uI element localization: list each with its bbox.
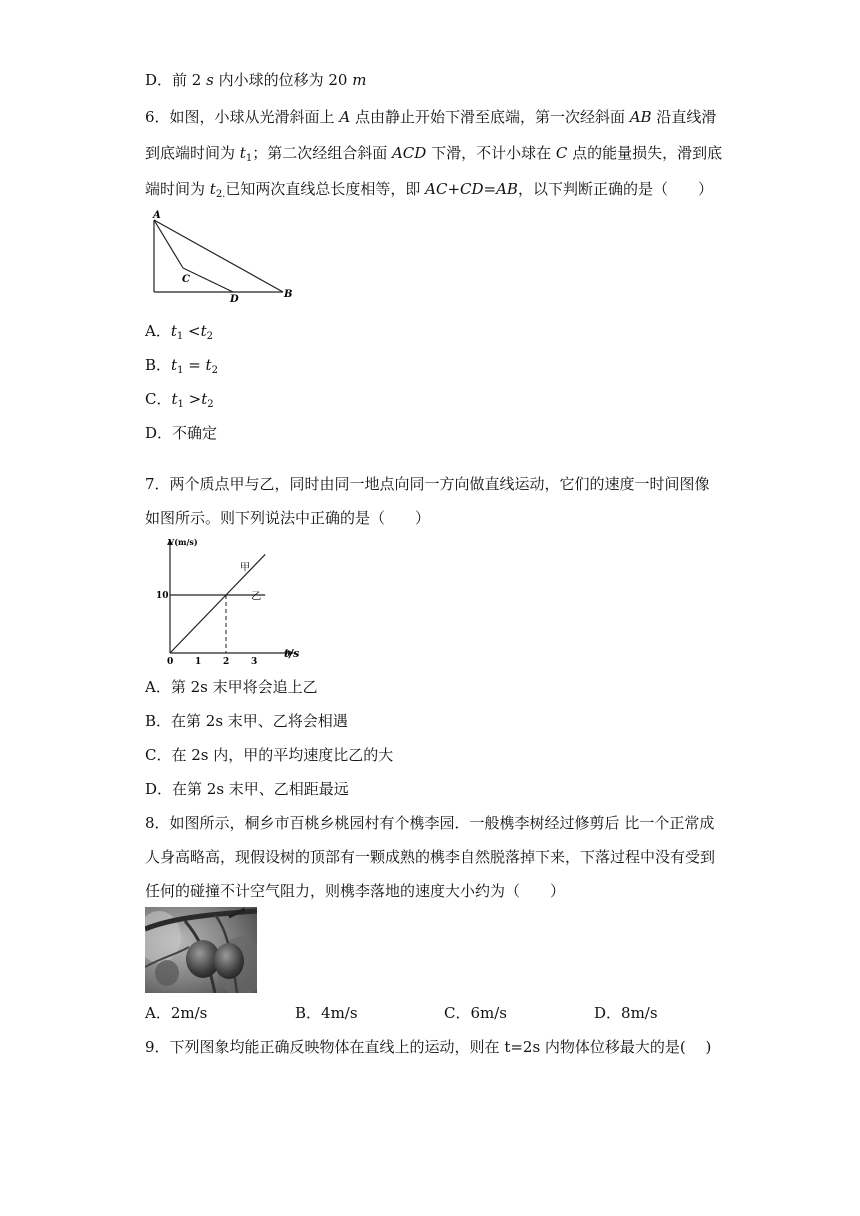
label-c: C <box>182 274 190 285</box>
q6-option-d: D．不确定 <box>145 424 218 442</box>
q8-line-3: 任何的碰撞不计空气阻力，则槜李落地的速度大小约为（ ） <box>145 882 566 900</box>
q6-option-b: B．$t_1 = t_2$ <box>145 356 218 376</box>
q7-option-b: B．在第 2s 末甲、乙将会相遇 <box>145 712 348 730</box>
q6-option-c: C．$t_1 >t_2$ <box>145 390 214 410</box>
q8-option-b: B．4m/s <box>295 1004 358 1022</box>
q8-option-a: A．2m/s <box>145 1004 208 1022</box>
q7-option-a: A．第 2s 末甲将会追上乙 <box>145 678 318 696</box>
q9-line-1: 9．下列图象均能正确反映物体在直线上的运动，则在 t=2s 内物体位移最大的是( ) <box>145 1038 712 1056</box>
q6-incline-figure <box>145 210 300 305</box>
q8-option-d: D．8m/s <box>594 1004 658 1022</box>
q8-option-c: C．6m/s <box>444 1004 507 1022</box>
y-tick-10: 10 <box>156 591 169 601</box>
x-axis-label: t/s <box>284 647 300 660</box>
x-tick-3: 3 <box>251 657 258 665</box>
q8-line-2: 人身高略高，现假设树的顶部有一颗成熟的槜李自然脱落掉下来，下落过程中没有受到 <box>145 848 716 866</box>
incline-cd <box>183 268 233 292</box>
q6-line-3: 端时间为 $t_{2.}$已知两次直线总长度相等，即 AC+CD=AB，以下判断正确的是（ ） <box>145 180 713 200</box>
series-jia-label: 甲 <box>240 562 250 574</box>
q6-line-1: 6．如图，小球从光滑斜面上 A 点由静止开始下滑至底端，第一次经斜面 AB 沿直线滑 <box>145 108 717 126</box>
q6-option-a: A．$t_1 <t_2$ <box>145 322 213 342</box>
q7-line-1: 7．两个质点甲与乙，同时由同一地点向同一方向做直线运动，它们的速度一时间图像 <box>145 475 710 493</box>
label-a: A <box>153 210 161 221</box>
label-b: B <box>284 289 293 300</box>
q7-vt-chart <box>152 535 312 665</box>
q5-option-d: D．前 2 s 内小球的位移为 20 m <box>145 71 367 89</box>
q7-option-d: D．在第 2s 末甲、乙相距最远 <box>145 780 349 798</box>
x-tick-2: 2 <box>223 657 230 665</box>
plum-photo <box>145 907 257 993</box>
q8-line-1: 8．如图所示，桐乡市百桃乡桃园村有个槜李园．一般槜李树经过修剪后 比一个正常成 <box>145 814 715 832</box>
label-d: D <box>230 294 239 305</box>
plum-photo-drawing <box>145 907 257 993</box>
q7-option-c: C．在 2s 内，甲的平均速度比乙的大 <box>145 746 394 764</box>
x-tick-0: 0 <box>167 657 174 665</box>
q6-line-2: 到底端时间为 $t_1$；第二次经组合斜面 ACD 下滑，不计小球在 C 点的能量损失，滑到底 <box>145 144 723 164</box>
q7-line-2: 如图所示。则下列说法中正确的是（ ） <box>145 509 431 527</box>
incline-ab <box>154 220 283 292</box>
series-yi-label: 乙 <box>251 591 262 603</box>
series-jia-line <box>170 554 265 653</box>
y-axis-label: V(m/s) <box>168 537 198 547</box>
x-tick-1: 1 <box>195 657 202 665</box>
incline-ac <box>154 220 183 268</box>
